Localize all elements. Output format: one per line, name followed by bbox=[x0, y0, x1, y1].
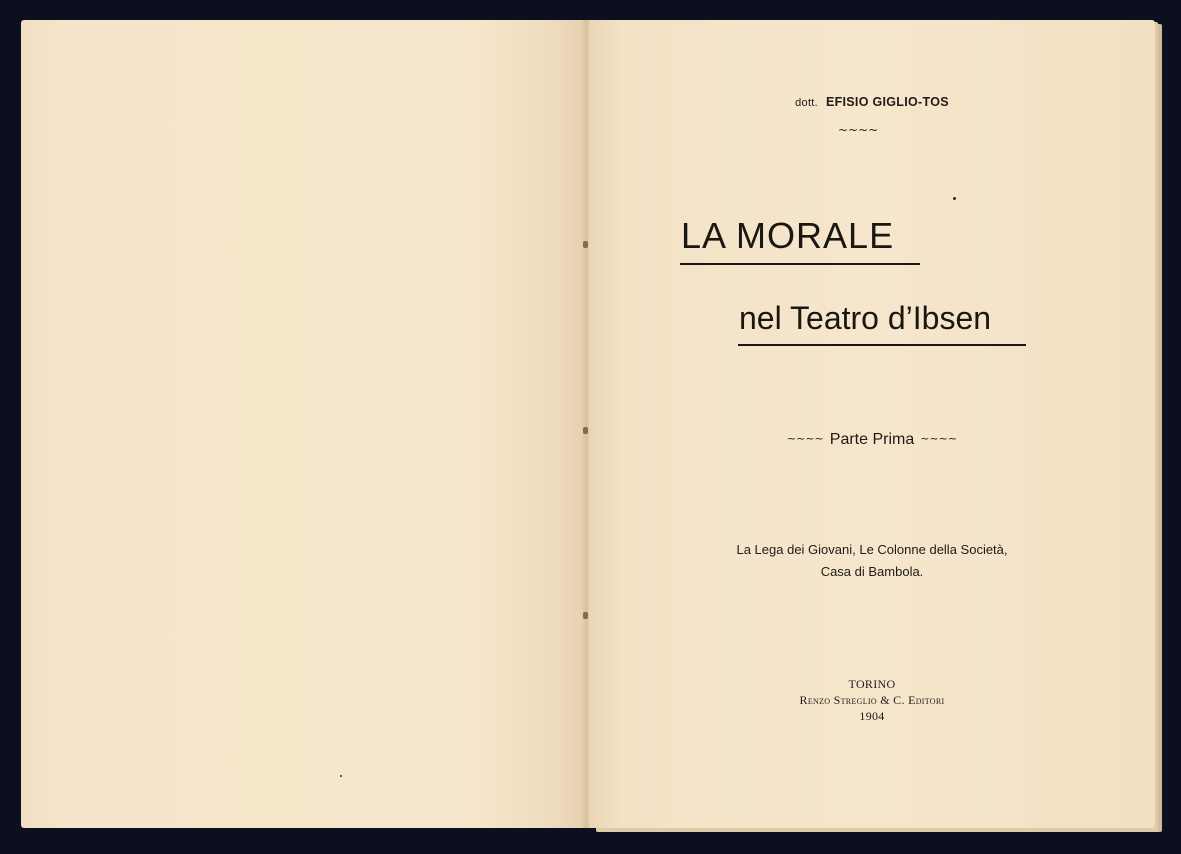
subtitle-underline bbox=[738, 344, 1026, 346]
ornament-rule: ~~~~ bbox=[838, 123, 879, 137]
contents-list bbox=[589, 539, 1155, 583]
binding-stitch bbox=[583, 427, 588, 434]
part-heading bbox=[589, 431, 1155, 449]
author-name: EFISIO GIGLIO-TOS bbox=[825, 95, 949, 109]
left-page-blank bbox=[21, 20, 585, 828]
imprint-year: 1904 bbox=[859, 709, 885, 723]
title-main: LA MORALE bbox=[681, 215, 895, 256]
binding-stitch bbox=[583, 241, 588, 248]
author-line bbox=[589, 94, 1155, 109]
title-page-content bbox=[589, 0, 1155, 854]
imprint-publisher: Renzo Streglio & C. Editori bbox=[799, 693, 945, 707]
contents-line: Casa di Bambola. bbox=[820, 564, 924, 579]
title-subtitle: nel Teatro d’Ibsen bbox=[739, 300, 992, 336]
imprint-place: TORINO bbox=[848, 677, 896, 691]
author-prefix: dott. bbox=[795, 97, 819, 109]
ornament-dash-left: ~~~~ bbox=[786, 432, 824, 445]
paper-speck bbox=[340, 775, 342, 777]
part-label: Parte Prima bbox=[829, 431, 915, 448]
contents-line: La Lega dei Giovani, Le Colonne della Società, bbox=[736, 542, 1008, 557]
ornament-dash-right: ~~~~ bbox=[920, 432, 958, 445]
imprint bbox=[589, 676, 1155, 724]
binding-stitch bbox=[583, 612, 588, 619]
title-underline bbox=[680, 263, 920, 265]
